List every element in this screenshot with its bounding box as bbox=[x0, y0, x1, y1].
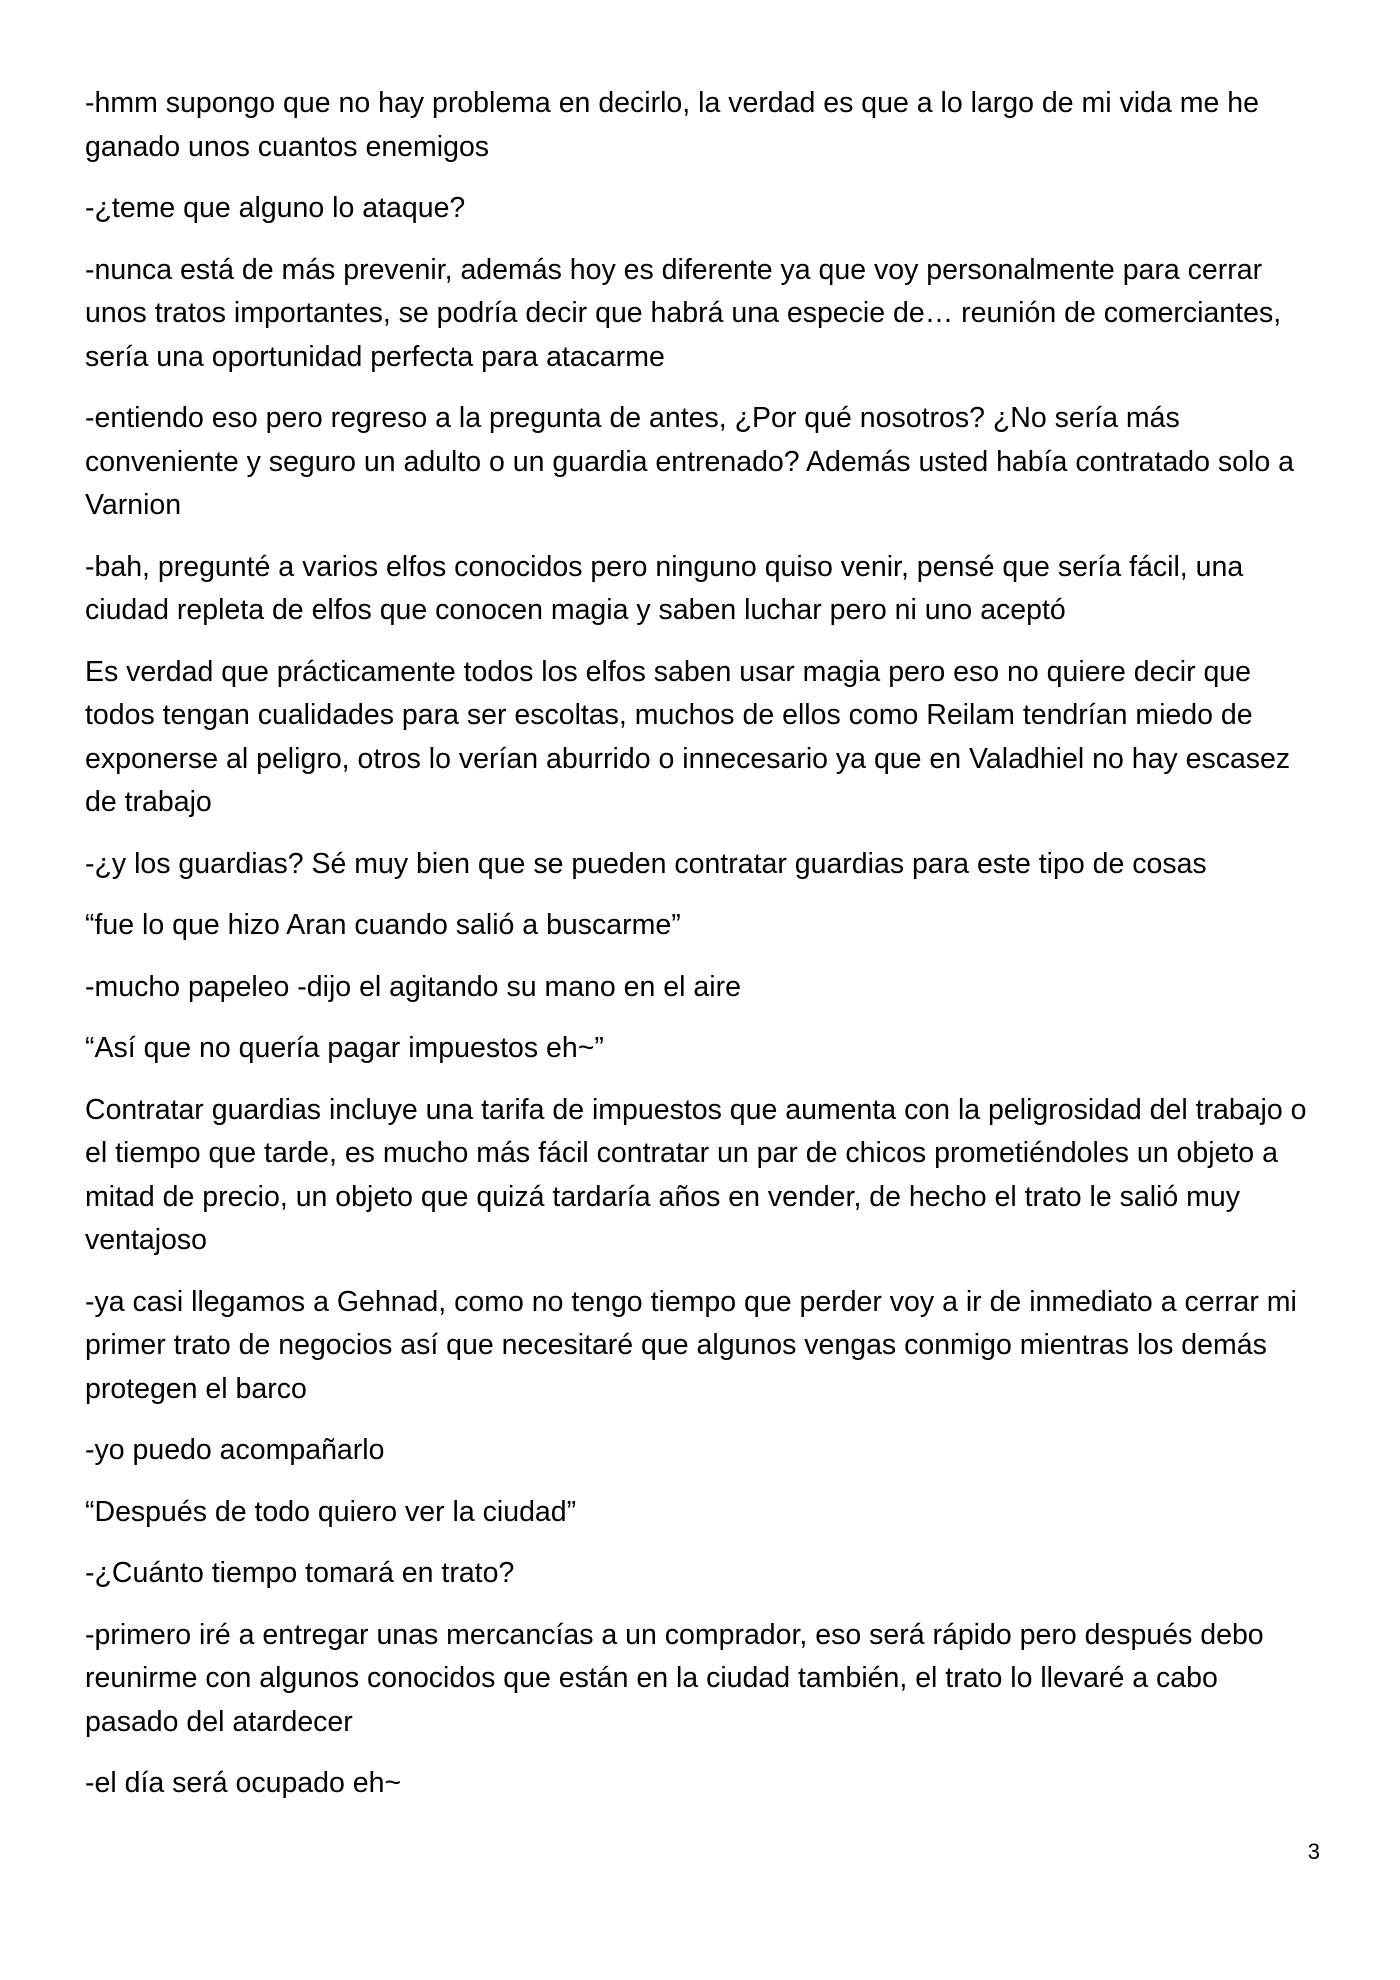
paragraph: -nunca está de más prevenir, además hoy es diferente ya que voy personalmente para cerrar unos tratos importantes, se podría decir que habrá una especie de… reunión de comerciantes, sería una oportunidad perfecta para atacarme bbox=[85, 253, 1282, 373]
paragraph: “Así que no quería pagar impuestos eh~” bbox=[85, 1032, 604, 1064]
paragraph: -¿y los guardias? Sé muy bien que se pueden contratar guardias para este tipo de cosas bbox=[85, 847, 1207, 880]
paragraph: -hmm supongo que no hay problema en decirlo, la verdad es que a lo largo de mi vida me he ganado unos cuantos enemigos bbox=[85, 87, 1259, 163]
paragraph: -entiendo eso pero regreso a la pregunta de antes, ¿Por qué nosotros? ¿No sería más conveniente y seguro un adulto o un guardia entrenado? Además usted había contratado solo a Varnion bbox=[85, 402, 1294, 521]
paragraph: -yo puedo acompañarlo bbox=[85, 1434, 385, 1466]
body-text bbox=[85, 82, 1315, 1824]
paragraph: “fue lo que hizo Aran cuando salió a buscarme” bbox=[85, 909, 681, 941]
paragraph: Es verdad que prácticamente todos los elfos saben usar magia pero eso no quiere decir que todos tengan cualidades para ser escoltas, muchos de ellos como Reilam tendrían miedo de exponerse al peligro, otros lo verían aburrido o innecesario ya que en Valadhiel no hay escasez de trabajo bbox=[85, 655, 1291, 818]
paragraph: -¿teme que alguno lo ataque? bbox=[85, 192, 466, 224]
paragraph: -mucho papeleo -dijo el agitando su mano en el aire bbox=[85, 970, 741, 1003]
paragraph: -ya casi llegamos a Gehnad, como no tengo tiempo que perder voy a ir de inmediato a cerrar mi primer trato de negocios así que necesitaré que algunos vengas conmigo mientras los demás protegen el barco bbox=[85, 1285, 1297, 1405]
paragraph: -primero iré a entregar unas mercancías a un comprador, eso será rápido pero después debo reunirme con algunos conocidos que están en la ciudad también, el trato lo llevaré a cabo pasado del atardecer bbox=[85, 1618, 1264, 1738]
paragraph: -el día será ocupado eh~ bbox=[85, 1767, 402, 1799]
paragraph: “Después de todo quiero ver la ciudad” bbox=[85, 1495, 577, 1528]
paragraph: Contratar guardias incluye una tarifa de impuestos que aumenta con la peligrosidad del trabajo o el tiempo que tarde, es mucho más fácil contratar un par de chicos prometiéndoles un objeto a mitad de precio, un objeto que quizá tardaría años en vender, de hecho el trato le salió muy ventajoso bbox=[85, 1093, 1307, 1256]
paragraph: -¿Cuánto tiempo tomará en trato? bbox=[85, 1557, 515, 1589]
paragraph: -bah, pregunté a varios elfos conocidos pero ninguno quiso venir, pensé que sería fácil, una ciudad repleta de elfos que conocen magia y saben luchar pero ni uno aceptó bbox=[85, 550, 1244, 626]
page-number: 3 bbox=[1307, 1839, 1320, 1864]
